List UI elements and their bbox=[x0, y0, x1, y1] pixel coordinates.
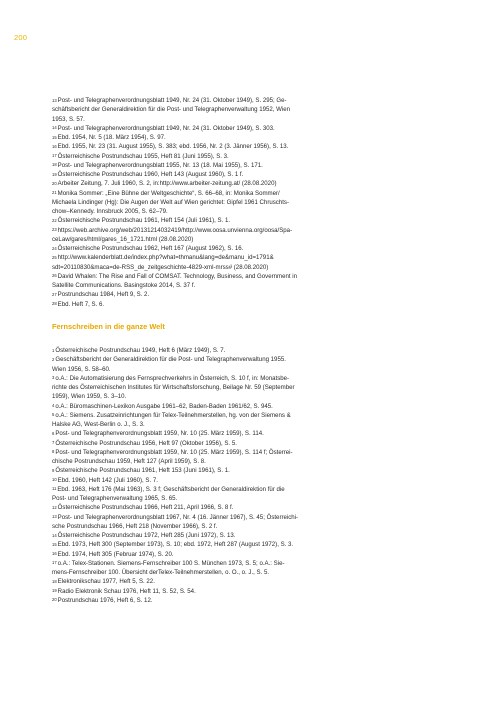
endnote-text: mens-Fernschreiber 100. Übersicht derTelex-Teilnehmerstellen, o. O., o. J., S. 5. bbox=[52, 569, 270, 576]
endnote-number: 28 bbox=[52, 301, 57, 306]
endnote-line bbox=[52, 439, 470, 448]
endnote-number: 17 bbox=[52, 153, 57, 158]
endnote-text: Post- und Telegraphenverordnungsblatt 1959, Nr. 10 (25. März 1959), S. 114 f; Österrei- bbox=[55, 448, 293, 456]
endnote-line bbox=[52, 365, 470, 374]
endnote-line bbox=[52, 374, 470, 383]
endnote-line bbox=[52, 494, 470, 503]
endnote-text: Geschäftsbericht der Generaldirektion für die Post- und Telegraphenverwaltung 1955. bbox=[55, 356, 286, 364]
endnote-text: o.A.: Telex-Stationen. Siemens-Fernschreiber 100 S. München 1973, S. 5; o.A.: Sie- bbox=[57, 559, 285, 567]
endnote-text: Österreichische Postrundschau 1961, Heft 154 (Juli 1961), S. 1. bbox=[57, 217, 231, 225]
endnote-text: Österreichische Postrundschau 1966, Heft 211, April 1966, S. 8 f. bbox=[57, 504, 234, 512]
endnote-line bbox=[52, 596, 470, 605]
endnote-number: 10 bbox=[52, 477, 57, 482]
endnote-number: 12 bbox=[52, 504, 57, 510]
page-number: 200 bbox=[14, 33, 28, 42]
endnote-text: Österreichische Postrundschau 1955, Heft 81 (Juni 1955), S. 3. bbox=[57, 152, 229, 160]
endnote-text: Österreichische Postrundschau 1956, Heft 97 (Oktober 1956), S. 5. bbox=[55, 439, 237, 447]
endnote-text: Österreichische Postrundschau 1960, Heft 143 (August 1960), S. 1 f. bbox=[57, 171, 244, 178]
endnote-text: Post- und Telegraphenverordnungsblatt 1967, Nr. 4 (16. Jänner 1967), S. 45; Österreichi- bbox=[57, 513, 299, 521]
endnote-line bbox=[52, 485, 470, 494]
endnote-line bbox=[52, 392, 470, 401]
endnote-line bbox=[52, 300, 470, 309]
endnote-number: 13 bbox=[52, 97, 57, 103]
endnote-number: 8 bbox=[52, 449, 55, 455]
endnote-line bbox=[52, 383, 470, 392]
endnote-line bbox=[52, 189, 470, 198]
endnote-line bbox=[52, 272, 470, 281]
endnote-number: 15 bbox=[52, 134, 57, 140]
section-heading: Fernschreiben in die ganze Welt bbox=[52, 322, 165, 331]
endnote-number: 22 bbox=[52, 217, 57, 223]
endnote-text: Österreichische Postrundschau 1961, Heft 153 (Juni 1961), S. 1. bbox=[55, 467, 230, 475]
endnote-line bbox=[52, 429, 470, 438]
endnote-line bbox=[52, 402, 470, 411]
endnote-line bbox=[52, 420, 470, 429]
endnote-number: 11 bbox=[52, 486, 57, 492]
endnote-number: 9 bbox=[52, 467, 55, 473]
endnote-line bbox=[52, 198, 470, 207]
endnote-line bbox=[52, 152, 470, 161]
endnote-text: Ebd. 1963, Heft 176 (Mai 1963), S. 3 f; Geschäftsbericht der Generaldirektion für die bbox=[57, 485, 285, 493]
endnote-text: Ebd. 1960, Heft 142 (Juli 1960), S. 7. bbox=[57, 476, 158, 484]
endnote-line bbox=[52, 540, 470, 549]
endnote-line bbox=[52, 244, 470, 253]
endnote-line bbox=[52, 568, 470, 577]
endnote-text: Postrundschau 1984, Heft 9, S. 2. bbox=[57, 291, 150, 299]
endnote-text: Österreichische Postrundschau 1962, Heft 167 (August 1962), S. 16. bbox=[57, 245, 244, 252]
endnote-number: 21 bbox=[52, 190, 57, 195]
endnote-line bbox=[52, 559, 470, 568]
endnote-line bbox=[52, 170, 470, 179]
endnote-line bbox=[52, 281, 470, 290]
endnote-line bbox=[52, 235, 470, 244]
endnote-line bbox=[52, 531, 470, 540]
endnote-number: 7 bbox=[52, 440, 55, 445]
endnote-number: 27 bbox=[52, 291, 57, 297]
endnote-text: Michaela Lindinger (Hg): Die Augen der Welt auf Wien gerichtet: Gipfel 1961 Chruschts- bbox=[52, 198, 289, 206]
endnote-number: 18 bbox=[52, 578, 57, 584]
endnote-text: Ebd. 1974, Heft 305 (Februar 1974), S. 20. bbox=[57, 550, 174, 558]
endnote-line bbox=[52, 457, 470, 466]
endnote-line bbox=[52, 96, 470, 105]
endnote-text: Österreichische Postrundschau 1949, Heft 6 (März 1949), S. 7. bbox=[55, 347, 226, 354]
endnote-number: 4 bbox=[52, 403, 55, 408]
endnote-text: chische Postrundschau 1959, Heft 127 (April 1959), S. 8. bbox=[52, 458, 206, 465]
endnote-text: o.A.: Die Automatisierung des Fernsprechverkehrs in Österreich, S. 10 f, in: Monatsbe- bbox=[55, 374, 290, 382]
endnote-number: 16 bbox=[52, 551, 57, 556]
endnote-line bbox=[52, 105, 470, 114]
endnote-number: 14 bbox=[52, 125, 57, 131]
endnote-text: Post- und Telegraphenverordnungsblatt 1955, Nr. 13 (18. Mai 1955), S. 171. bbox=[57, 161, 263, 169]
endnote-text: Ebd. Heft 7, S. 6. bbox=[57, 300, 105, 308]
endnote-text: Ebd. 1973, Heft 300 (September 1973), S. 10; ebd. 1972, Heft 287 (August 1972), S. 3. bbox=[57, 541, 294, 549]
endnote-number: 1 bbox=[52, 347, 55, 353]
endnote-line bbox=[52, 263, 470, 272]
endnote-line bbox=[52, 142, 470, 151]
endnote-line bbox=[52, 503, 470, 512]
endnote-line bbox=[52, 587, 470, 596]
endnote-line bbox=[52, 253, 470, 262]
endnote-text: Ebd. 1954, Nr. 5 (18. März 1954), S. 97. bbox=[57, 134, 166, 141]
endnote-text: Radio Elektronik Schau 1976, Heft 11, S. 52, S. 54. bbox=[57, 587, 196, 595]
endnote-line bbox=[52, 179, 470, 188]
endnote-text: Österreichische Postrundschau 1972, Heft 285 (Juni 1972), S. 13. bbox=[57, 532, 236, 539]
endnote-number: 13 bbox=[52, 514, 57, 519]
endnote-number: 19 bbox=[52, 588, 57, 593]
endnote-line bbox=[52, 216, 470, 225]
endnote-line bbox=[52, 550, 470, 559]
endnote-text: o.A.: Büromaschinen-Lexikon Ausgabe 1961–62, Baden-Baden 1961/62, S. 945. bbox=[55, 402, 273, 410]
endnote-line bbox=[52, 207, 470, 216]
endnote-line bbox=[52, 124, 470, 133]
endnote-text: 1953, S. 57. bbox=[52, 115, 85, 123]
endnote-line bbox=[52, 476, 470, 485]
endnote-line bbox=[52, 411, 470, 420]
endnote-text: Satellite Communications. Basingstoke 2014, S. 37 f. bbox=[52, 282, 196, 289]
endnote-line bbox=[52, 290, 470, 299]
endnote-number: 26 bbox=[52, 273, 57, 279]
endnote-number: 23 bbox=[52, 227, 57, 232]
endnote-number: 18 bbox=[52, 162, 57, 168]
endnote-number: 3 bbox=[52, 375, 55, 381]
endnote-text: Postrundschau 1976, Heft 6, S. 12. bbox=[57, 596, 153, 604]
endnote-text: chow–Kennedy. Innsbruck 2005, S. 62–79. bbox=[52, 208, 168, 215]
endnotes-top bbox=[52, 96, 470, 309]
endnote-text: David Whalen: The Rise and Fall of COMSAT. Technology, Business, and Government in bbox=[57, 272, 298, 280]
endnote-line bbox=[52, 448, 470, 457]
endnote-number: 25 bbox=[52, 254, 57, 260]
endnote-text: Elektronikschau 1977, Heft 5, S. 22. bbox=[57, 578, 155, 586]
endnote-line bbox=[52, 577, 470, 586]
endnote-number: 6 bbox=[52, 430, 55, 436]
endnote-text: https://web.archive.org/web/20131214032419/http://www.oosa.unvienna.org/oosa/Spa- bbox=[57, 226, 293, 234]
endnote-text: Post- und Telegraphenverordnungsblatt 1959, Nr. 10 (25. März 1959), S. 114. bbox=[55, 430, 264, 438]
endnote-line bbox=[52, 226, 470, 235]
endnote-text: Monika Sommer: „Eine Bühne der Weltgeschichte“, S. 66–68, in: Monika Sommer/ bbox=[57, 189, 280, 197]
endnote-text: richte des Österreichischen Institutes für Wirtschaftsforschung, Beilage Nr. 59 (September bbox=[52, 384, 295, 391]
endnote-text: Halske AG, West-Berlin o. J., S. 3. bbox=[52, 421, 145, 428]
endnote-text: ceLaw/gares/html/gares_16_1721.html (28.08.2020) bbox=[52, 235, 194, 243]
endnote-number: 20 bbox=[52, 180, 57, 186]
endnote-text: Arbeiter Zeitung, 7. Juli 1960, S. 2, in:http://www.arbeiter-zeitung.at/ (28.08.2020) bbox=[57, 180, 277, 188]
endnote-text: Post- und Telegraphenverordnungsblatt 1949, Nr. 24 (31. Oktober 1949), S. 303. bbox=[57, 124, 275, 132]
endnote-number: 20 bbox=[52, 597, 57, 603]
endnote-line bbox=[52, 466, 470, 475]
endnote-text: sche Postrundschau 1966, Heft 218 (November 1966), S. 2 f. bbox=[52, 522, 218, 530]
endnote-number: 17 bbox=[52, 560, 57, 566]
endnote-text: Wien 1956, S. 58–60. bbox=[52, 365, 111, 373]
endnote-number: 24 bbox=[52, 245, 57, 251]
endnote-text: sdt=20110830&maca=de-RSS_de_zeitgeschichte-4829-xml-mrss# (28.08.2020) bbox=[52, 263, 269, 271]
endnote-number: 16 bbox=[52, 143, 57, 149]
endnote-number: 2 bbox=[52, 356, 55, 362]
endnote-text: 1959), Wien 1959, S. 3–10. bbox=[52, 393, 127, 401]
endnote-text: http://www.kalenderblatt.de/index.php?what=thmanu&lang=de&manu_id=1791& bbox=[57, 254, 274, 262]
endnote-line bbox=[52, 355, 470, 364]
endnote-text: Post- und Telegraphenverwaltung 1965, S. 65. bbox=[52, 495, 178, 502]
endnote-text: schäftsbericht der Generaldirektion für die Post- und Telegraphenverwaltung 1952, Wien bbox=[52, 106, 291, 114]
endnote-number: 14 bbox=[52, 532, 57, 538]
endnote-number: 15 bbox=[52, 541, 57, 547]
endnote-text: Ebd. 1955, Nr. 23 (31. August 1955), S. 383; ebd. 1956, Nr. 2 (3. Jänner 1956), S. 13. bbox=[57, 143, 289, 151]
endnote-line bbox=[52, 522, 470, 531]
endnote-line bbox=[52, 133, 470, 142]
endnote-line bbox=[52, 346, 470, 355]
endnote-text: Post- und Telegraphenverordnungsblatt 1949, Nr. 24 (31. Oktober 1949), S. 295; Ge- bbox=[57, 97, 287, 104]
endnote-line bbox=[52, 115, 470, 124]
endnotes-bottom bbox=[52, 346, 470, 605]
endnote-text: o.A.: Siemens. Zusatzeinrichtungen für Telex-Teilnehmerstellen, hg. von der Siemens & bbox=[55, 411, 291, 419]
endnote-number: 5 bbox=[52, 412, 55, 418]
endnote-line bbox=[52, 161, 470, 170]
endnote-line bbox=[52, 513, 470, 522]
endnote-number: 19 bbox=[52, 171, 57, 177]
